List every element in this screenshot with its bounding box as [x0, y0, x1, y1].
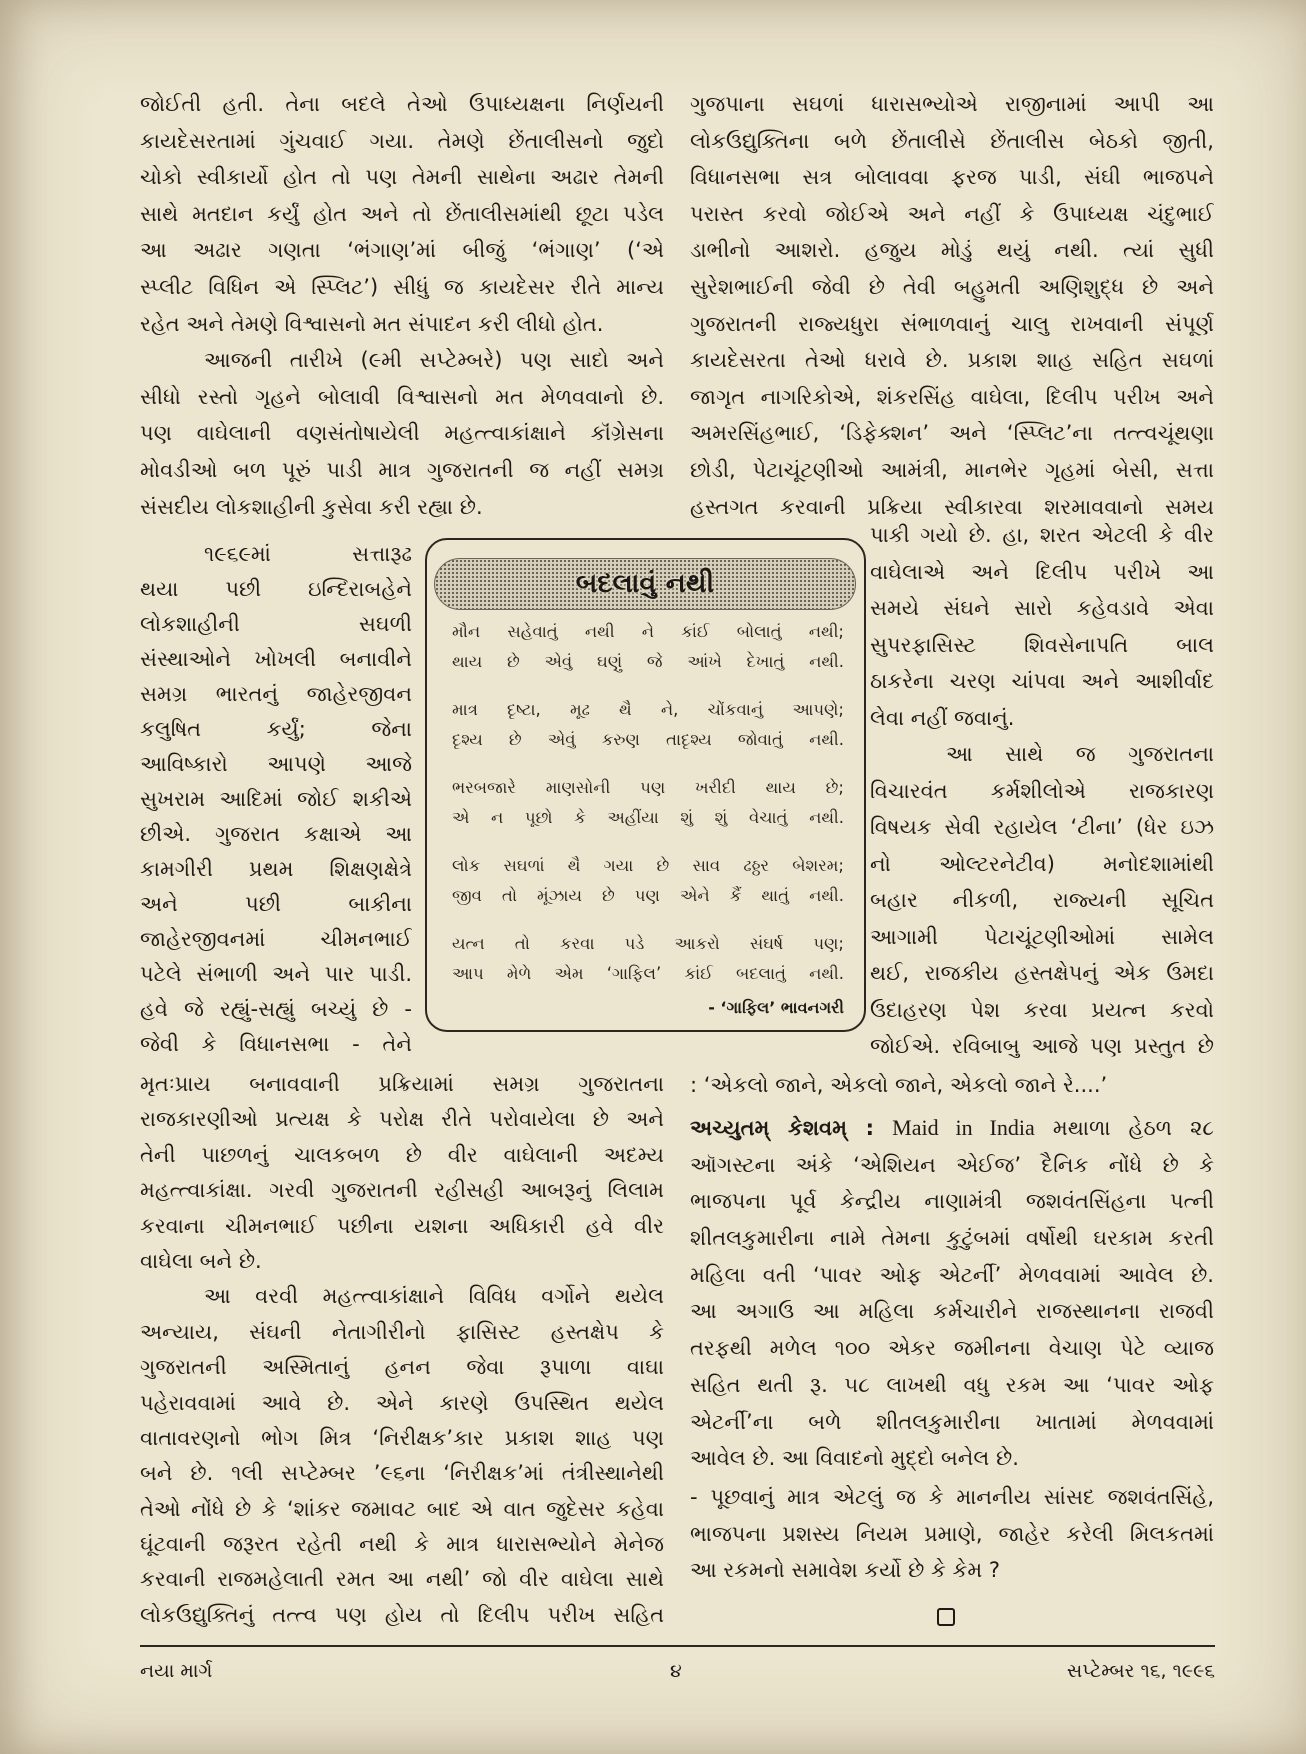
text-line: થયા પછી ઇન્દિરાબહેને — [140, 577, 412, 601]
poem-title: બદલાવું નથી — [575, 568, 715, 599]
paragraph — [870, 736, 1214, 1065]
text-line: ઉદાહરણ પેશ કરવા પ્રયત્ન કરવો — [870, 997, 1214, 1022]
text-line: જાગૃત નાગરિકોએ, શંકરસિંહ વાઘેલા, દિલીપ પરીખ અને — [690, 384, 1214, 409]
text-line: અને પછી બાકીના — [140, 892, 412, 916]
poem-title-banner — [434, 558, 856, 610]
text-line: સુખરામ આદિમાં જોઈ શકીએ — [140, 787, 412, 811]
text-line: પણ વાઘેલાની વણસંતોષાયેલી મહત્ત્વાકાંક્ષાને કૉંગ્રેસના — [140, 421, 664, 446]
paragraph — [690, 1110, 1214, 1477]
poem-line: માત્ર દૃષ્ટા, મૂઢ થૈ ને, ચોંકવાનું આપણે; — [452, 700, 844, 719]
poem-stanza — [452, 773, 844, 833]
text-line: સમગ્ર ભારતનું જાહેરજીવન — [140, 682, 412, 706]
footer-rule — [140, 1645, 1215, 1647]
text-line: સાથે મતદાન કર્યું હોત અને તો છેંતાલીસમાંથી છૂટા પડેલ — [140, 201, 664, 226]
text-line: લોકઉદ્યુક્તિનું તત્ત્વ પણ હોય તો દિલીપ પરીખ સહિત — [140, 1602, 664, 1627]
text-line: આવેલ છે. આ વિવાદનો મુદ્દો બનેલ છે. — [690, 1446, 1019, 1471]
text-line: વિચારવંત કર્મશીલોએ રાજકારણ — [870, 778, 1214, 803]
text-line: પરાસ્ત કરવો જોઈએ અને નહીં કે ઉપાધ્યક્ષ ચંદુભાઈ — [690, 201, 1214, 226]
text-line: ગુજપાના સઘળાં ધારાસભ્યોએ રાજીનામાં આપી આ — [690, 92, 1214, 116]
text-line: સમયે સંઘને સારો કહેવડાવે એવા — [870, 596, 1214, 620]
text-line: જેવી કે વિધાનસભા - તેને — [140, 1032, 412, 1056]
text-line: ઘૂંટવાની જરૂરત રહેતી નથી કે માત્ર ધારાસભ્યોને મેનેજ — [140, 1532, 664, 1557]
poem-stanza — [452, 851, 844, 911]
text-line: સંસ્થાઓને ખોખલી બનાવીને — [140, 647, 412, 671]
poem-attribution: - ‘ગાફિલ’ ભાવનગરી — [708, 998, 844, 1017]
text-line: પટેલે સંભાળી અને પાર પાડી. — [140, 962, 412, 986]
text-line: ૧૯૬૯માં સત્તારૂઢ — [204, 542, 412, 566]
text-line: ગુજરાતની અસ્મિતાનું હનન જેવા રૂપાળા વાઘા — [140, 1355, 664, 1380]
text-line: લેવા નહીં જવાનું. — [870, 705, 1015, 730]
text-line: ગુજરાતની રાજ્યધુરા સંભાળવાનું ચાલુ રાખવાની સંપૂર્ણ — [690, 311, 1214, 336]
poem-line: મૌન સહેવાતું નથી ને કાંઈ બોલાતું નથી; — [452, 622, 844, 641]
text-line: ચોકો સ્વીકાર્યો હોત તો પણ તેમની સાથેના અઢાર તેમની — [140, 165, 664, 190]
text-line: આ અઢાર ગણતા ‘ભંગાણ’માં બીજું ‘ભંગાણ’ (‘એ — [140, 238, 664, 263]
end-of-article-mark — [937, 1608, 955, 1626]
right-column-narrow — [870, 517, 1214, 1065]
text-line: લોકઉદ્યુક્તિના બળે છેંતાલીસે છેંતાલીસ બેઠકો જીતી, — [690, 128, 1214, 153]
text-line: પહેરાવવામાં આવે છે. એને કારણે ઉપસ્થિત થયેલ — [140, 1390, 664, 1415]
text-line: ભાજપના પૂર્વ કેન્દ્રીય નાણામંત્રી જશવંતસિંહના પત્ની — [690, 1189, 1214, 1214]
left-column-narrow — [140, 537, 412, 1062]
poem-line: ભરબજારે માણસોની પણ ખરીદી થાય છે; — [452, 778, 844, 797]
poem-stanza — [452, 929, 844, 989]
text-line: રાજકારણીઓ પ્રત્યક્ષ કે પરોક્ષ રીતે પરોવાયેલા છે અને — [140, 1107, 664, 1132]
text-line: ઠાકરેના ચરણ ચાંપવા અને આશીર્વાદ — [870, 669, 1214, 693]
text-line: છીએ. ગુજરાત કક્ષાએ આ — [140, 822, 412, 846]
text-line: કાયદેસરતા તેઓ ધરાવે છે. પ્રકાશ શાહ સહિત સઘળાં — [690, 348, 1214, 373]
text-line: સંસદીય લોકશાહીની કુસેવા કરી રહ્યા છે. — [140, 494, 483, 519]
text-line: બને છે. ૧લી સપ્ટેમ્બર ’૯૬ના ‘નિરીક્ષક’માં તંત્રીસ્થાનેથી — [140, 1461, 664, 1486]
english-title: Maid in India — [892, 1115, 1035, 1140]
right-column-quote — [690, 1067, 1214, 1104]
paragraph — [140, 1067, 664, 1279]
text-line: વિષયક સેવી રહાયેલ ‘ટીના’ (ધેર ઇઝ — [870, 815, 1214, 839]
text-line: પાકી ગયો છે. હા, શરત એટલી કે વીર — [870, 523, 1214, 547]
text-line: સુપરફાસિસ્ટ શિવસેનાપતિ બાલ — [870, 632, 1214, 657]
text-line: સ્પ્લીટ વિધિન એ સ્પ્લિટ’) સીધું જ કાયદેસર રીતે માન્ય — [140, 274, 664, 299]
paragraph — [690, 1479, 1214, 1589]
text-line: તરફથી મળેલ ૧૦૦ એકર જમીનના વેચાણ પેટે વ્યાજ — [690, 1336, 1214, 1361]
text-line: રહેત અને તેમણે વિશ્વાસનો મત સંપાદન કરી લીધો હોત. — [140, 311, 604, 336]
text-line: આ રકમનો સમાવેશ કર્યો છે કે કેમ ? — [690, 1558, 1001, 1583]
text-line: જાહેરજીવનમાં ચીમનભાઈ — [140, 927, 412, 951]
publication-name: નયા માર્ગ — [140, 1660, 213, 1682]
text-line: કામગીરી પ્રથમ શિક્ષણક્ષેત્રે — [140, 857, 412, 881]
text-line: મૃતઃપ્રાય બનાવવાની પ્રક્રિયામાં સમગ્ર ગુજરાતના — [140, 1072, 664, 1096]
text-line: મોવડીઓ બળ પૂરું પાડી માત્ર ગુજરાતની જ નહીં સમગ્ર — [140, 457, 664, 482]
poem-line: જીવ તો મૂંઝાય છે પણ એને કૈં થાતું નથી. — [452, 886, 844, 905]
text-line: વાતાવરણનો ભોગ મિત્ર ‘નિરીક્ષક’કાર પ્રકાશ શાહ પણ — [140, 1425, 664, 1450]
poem-line: યત્ન તો કરવા પડે આકરો સંઘર્ષ પણ; — [452, 934, 844, 953]
issue-date: સપ્ટેમ્બર ૧૬, ૧૯૯૬ — [1066, 1660, 1215, 1682]
paragraph — [140, 86, 664, 342]
poem-line: આપ મેળે એમ ‘ગાફિલ’ કાંઈ બદલાતું નથી. — [452, 964, 844, 983]
text-line: તેઓ નોંધે છે કે ‘શાંકર જમાવટ બાદ એ વાત જુદેસર કહેવા — [140, 1496, 664, 1521]
paragraph — [140, 537, 412, 1062]
poem-body — [452, 617, 844, 1023]
text-line: ઑગસ્ટના અંકે ‘એશિયન એઈજ’ દૈનિક નોંધે છે કે — [690, 1152, 1214, 1177]
text-line: હવે જે રહ્યું-સહ્યું બચ્યું છે - — [140, 997, 412, 1021]
paragraph — [140, 1279, 664, 1633]
poem-stanza — [452, 695, 844, 755]
text-line: અમરસિંહભાઈ, ‘ડિફેક્શન’ અને ‘સ્પ્લિટ’ના તત્ત્વચૂંથણા — [690, 421, 1214, 446]
quote-line: : ‘એકલો જાને, એકલો જાને, એકલો જાને રે....’ — [690, 1073, 1108, 1097]
text-line: મહિલા વતી ‘પાવર ઓફ એટર્ની’ મેળવવામાં આવેલ છે. — [690, 1262, 1214, 1287]
text-line: વાઘેલા બને છે. — [140, 1248, 262, 1273]
text-line: વાઘેલાએ અને દિલીપ પરીખે આ — [870, 559, 1214, 584]
text-line: સુરેશભાઈની જેવી છે તેવી બહુમતી અણિશુદ્ધ છે અને — [690, 274, 1214, 299]
page-number: ૪ — [670, 1660, 682, 1682]
text-line: નો ઓલ્ટરનેટીવ) મનોદશામાંથી — [870, 851, 1214, 876]
text-line: શીતલકુમારીના નામે તેમના કુટુંબમાં વર્ષોથી ઘરકામ કરતી — [690, 1226, 1214, 1251]
text-line: સીધો રસ્તો ગૃહને બોલાવી વિશ્વાસનો મત મેળવવાનો છે. — [140, 384, 664, 409]
text-line: ડાભીનો આશરો. હજુય મોડું થયું નથી. ત્યાં સુધી — [690, 238, 1214, 263]
text-line: છોડી, પેટાચૂંટણીઓ આમંત્રી, માનભેર ગૃહમાં બેસી, સત્તા — [690, 457, 1214, 482]
poem-line: થાય છે એવું ઘણું જે આંખે દેખાતું નથી. — [452, 652, 844, 671]
poem-box — [425, 538, 866, 1032]
text-line: આવિષ્કારો આપણે આજે — [140, 752, 412, 776]
text-line: લોકશાહીની સઘળી — [140, 612, 412, 636]
right-column-bottom — [690, 1110, 1214, 1589]
text-line: જોઈતી હતી. તેના બદલે તેઓ ઉપાધ્યક્ષના નિર્ણયની — [140, 92, 664, 116]
text-line: કરવાની રાજમહેલાતી રમત આ નથી’ જો વીર વાઘેલા સાથે — [140, 1567, 664, 1592]
poem-line: એ ન પૂછો કે અહીંયા શું શું વેચાતું નથી. — [452, 808, 844, 827]
poem-stanza — [452, 617, 844, 677]
text-line: મહત્ત્વાકાંક્ષા. ગરવી ગુજરાતની રહીસહી આબરૂનું લિલામ — [140, 1178, 664, 1203]
left-column-bottom — [140, 1067, 664, 1633]
text-line — [690, 1110, 1214, 1147]
left-column-top — [140, 86, 664, 525]
right-column-top — [690, 86, 1214, 525]
text-line: અન્યાય, સંઘની નેતાગીરીનો ફાસિસ્ટ હસ્તક્ષેપ કે — [140, 1319, 664, 1344]
text-line: વિધાનસભા સત્ર બોલાવવા ફરજ પાડી, સંઘી ભાજપને — [690, 165, 1214, 190]
text-line: કલુષિત કર્યું; જેના — [140, 717, 412, 741]
text-fragment: મથાળા હેઠળ ૨૮ — [1052, 1116, 1214, 1140]
text-line: આ અગાઉ આ મહિલા કર્મચારીને રાજસ્થાનના રાજવી — [690, 1299, 1214, 1324]
paragraph — [140, 342, 664, 525]
text-line: આગામી પેટાચૂંટણીઓમાં સામેલ — [870, 924, 1214, 949]
text-line: બહાર નીકળી, રાજ્યની સૂચિત — [870, 888, 1214, 912]
paragraph — [690, 86, 1214, 525]
text-line: આ વરવી મહત્ત્વાકાંક્ષાને વિવિધ વર્ગોને થયેલ — [204, 1284, 664, 1309]
text-line: સહિત થતી રૂ. ૫૮ લાખથી વધુ રકમ આ ‘પાવર ઓફ — [690, 1372, 1214, 1397]
text-line: થઈ, રાજકીય હસ્તક્ષેપનું એક ઉમદા — [870, 961, 1214, 985]
text-line: કરવાના ચીમનભાઈ પછીના યશના અધિકારી હવે વીર — [140, 1213, 664, 1238]
paragraph — [870, 517, 1214, 736]
text-line: કાયદેસરતામાં ગુંચવાઈ ગયા. તેમણે છેંતાલીસનો જુદો — [140, 128, 664, 153]
text-line: આ સાથે જ ગુજરાતના — [946, 742, 1214, 766]
text-line: તેની પાછળનું ચાલકબળ છે વીર વાઘેલાની અદમ્ય — [140, 1142, 664, 1167]
poem-line: લોક સઘળાં થૈ ગયા છે સાવ ઢઠ્ઠર બેશરમ; — [452, 856, 844, 875]
text-line: આજની તારીખે (૯મી સપ્ટેમ્બરે) પણ સાદો અને — [204, 348, 664, 373]
text-line: જોઈએ. રવિબાબુ આજે પણ પ્રસ્તુત છે — [870, 1034, 1214, 1058]
text-line: હસ્તગત કરવાની પ્રક્રિયા સ્વીકારવા શરમાવવાનો સમય — [690, 494, 1214, 519]
poem-line: દૃશ્ય છે એવું કરુણ તાદૃશ્ય જોવાતું નથી. — [452, 730, 844, 749]
text-line: ભાજપના પ્રશસ્ય નિયમ પ્રમાણે, જાહેર કરેલી મિલકતમાં — [690, 1521, 1214, 1546]
section-heading: અચ્યુતમ્ કેશવમ્ : — [690, 1116, 875, 1140]
text-line: - પૂછવાનું માત્ર એટલું જ કે માનનીય સાંસદ જશવંતસિંહે, — [690, 1484, 1214, 1509]
text-line: એટર્ની’ના બળે શીતલકુમારીના ખાતામાં મેળવવામાં — [690, 1409, 1214, 1434]
